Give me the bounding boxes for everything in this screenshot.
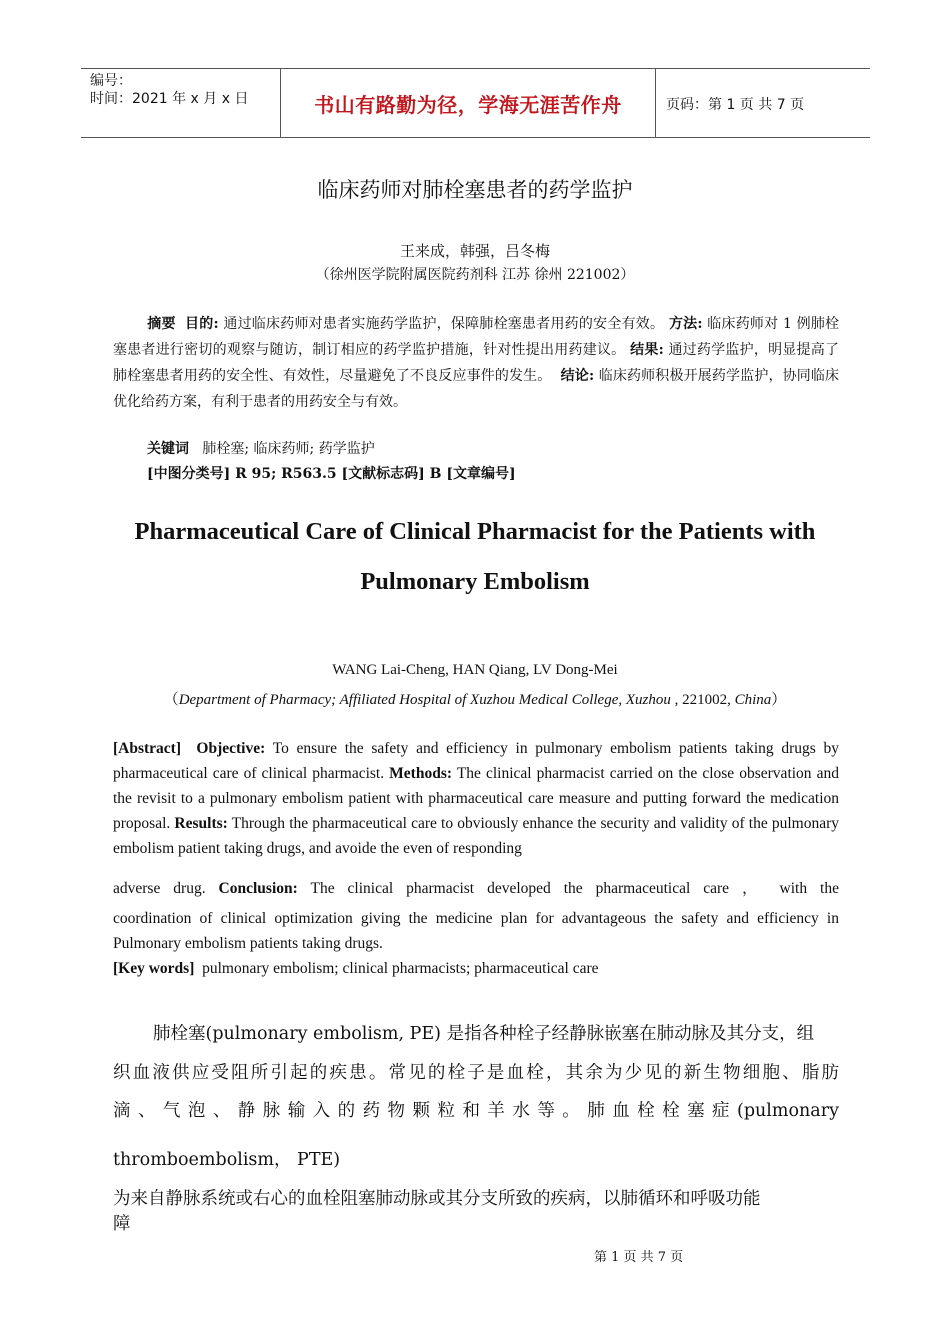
affiliation-en-country: China [734, 692, 772, 708]
methods-en-text: The clinical pharmacist carried on the close observation and the revisit to a pulmonary embolism patient with pharmaceutical care measure and putting forward the medication proposal. [113, 765, 839, 832]
objective-en-text: To ensure the safety and efficiency in pulmonary embolism patients taking drugs by pharmaceutical care of clinical pharmacist. [113, 740, 839, 782]
serial-label: 编号： [90, 73, 132, 89]
affiliation-en-postcode: , 221002, [670, 692, 735, 708]
conclusion-en-label: Conclusion: [218, 880, 298, 897]
abstract-en [113, 736, 839, 861]
title-en-line1: Pharmaceutical Care of Clinical Pharmacist for the Patients with [134, 518, 816, 545]
abstract-label: 摘要 [147, 316, 176, 332]
page-header [81, 68, 870, 138]
keywords-en-text: pulmonary embolism; clinical pharmacists; pharmaceutical care [202, 960, 599, 977]
results-en-label: Results: [174, 815, 228, 832]
body-line-3: 滴 、 气 泡 、 静 脉 输 入 的 药 物 颗 粒 和 羊 水 等 。 肺 血 栓 栓 塞 症 (pulmonary [113, 1101, 839, 1121]
body-line-6: 障 [113, 1214, 131, 1234]
affiliation-cn: （徐州医学院附属医院药剂科 江苏 徐州 221002） [315, 267, 635, 283]
abstract-en-line7: coordination of clinical optimization giving the medicine plan for advantageous the safety and efficiency in [113, 910, 839, 927]
abstract-en-line6-pre: adverse drug. [113, 880, 206, 897]
objective-text: 通过临床药师对患者实施药学监护，保障肺栓塞患者用药的安全有效。 [223, 316, 665, 332]
objective-en-label: Objective: [196, 740, 266, 757]
header-divider [655, 69, 656, 137]
affiliation-en [0, 688, 950, 709]
keywords-cn [147, 438, 873, 458]
header-motto: 书山有路勤为径，学海无涯苦作舟 [314, 92, 622, 117]
paren-open: （ [163, 692, 179, 708]
results-en-text: Through the pharmaceutical care to obviously enhance the security and validity of the pulmonary embolism patient taking drugs, and avoide the even of responding [113, 815, 839, 857]
methods-en-label: Methods: [389, 765, 453, 782]
body-line-5: 为来自静脉系统或右心的血栓阻塞肺动脉或其分支所致的疾病，以肺循环和呼吸功能 [113, 1189, 761, 1209]
keywords-cn-label: 关键词 [147, 441, 189, 457]
abstract-cn [113, 311, 839, 415]
results-label: 结果: [630, 342, 664, 358]
paren-close: ） [771, 692, 787, 708]
objective-label: 目的: [185, 316, 219, 332]
header-meta [90, 72, 248, 108]
header-page-info: 页码：第 1 页 共 7 页 [666, 97, 805, 113]
abstract-en-line6-post: The clinical pharmacist developed the pharmaceutical care ， with the [310, 880, 839, 897]
body-line-2: 织血液供应受阻所引起的疾患。常见的栓子是血栓，其余为少见的新生物细胞、脂肪 [113, 1063, 839, 1083]
authors-cn: 王来成，韩强，吕冬梅 [399, 242, 550, 260]
title-cn: 临床药师对肺栓塞患者的药学监护 [317, 178, 633, 202]
keywords-en [113, 960, 839, 978]
methods-text: 临床药师对 1 例肺栓塞患者进行密切的观察与随访，制订相应的药学监护措施，针对性提出用药建议。 [113, 316, 840, 358]
keywords-cn-text: 肺栓塞; 临床药师; 药学监护 [202, 441, 375, 457]
classification: [中图分类号] R 95; R563.5 [文献标志码] B [文章编号] [147, 466, 516, 482]
body-line-4: thromboembolism， PTE) [113, 1150, 341, 1170]
page-footer: 第 1 页 共 7 页 [594, 1250, 684, 1265]
affiliation-en-name: Department of Pharmacy; Affiliated Hospital of Xuzhou Medical College, Xuzhou [178, 692, 671, 708]
conclusion-label: 结论: [560, 368, 595, 384]
abstract-en-line8: Pulmonary embolism patients taking drugs. [113, 935, 383, 952]
abstract-en-label: [Abstract] [113, 740, 182, 757]
keywords-en-label: [Key words] [113, 960, 195, 977]
conclusion-text: 临床药师积极开展药学监护，协同临床优化给药方案，有利于患者的用药安全与有效。 [113, 368, 840, 410]
abstract-en-line6 [113, 876, 839, 898]
methods-label: 方法: [668, 316, 703, 332]
body-line-1: 肺栓塞(pulmonary embolism, PE) 是指各种栓子经静脉嵌塞在肺动脉及其分支，组 [153, 1024, 815, 1044]
title-en-line2: Pulmonary Embolism [360, 568, 590, 595]
time-label: 时间：2021 年 x 月 x 日 [90, 91, 249, 107]
results-text: 通过药学监护，明显提高了肺栓塞患者用药的安全性、有效性，尽量避免了不良反应事件的发生。 [113, 342, 840, 384]
authors-en: WANG Lai-Cheng, HAN Qiang, LV Dong-Mei [332, 662, 618, 678]
